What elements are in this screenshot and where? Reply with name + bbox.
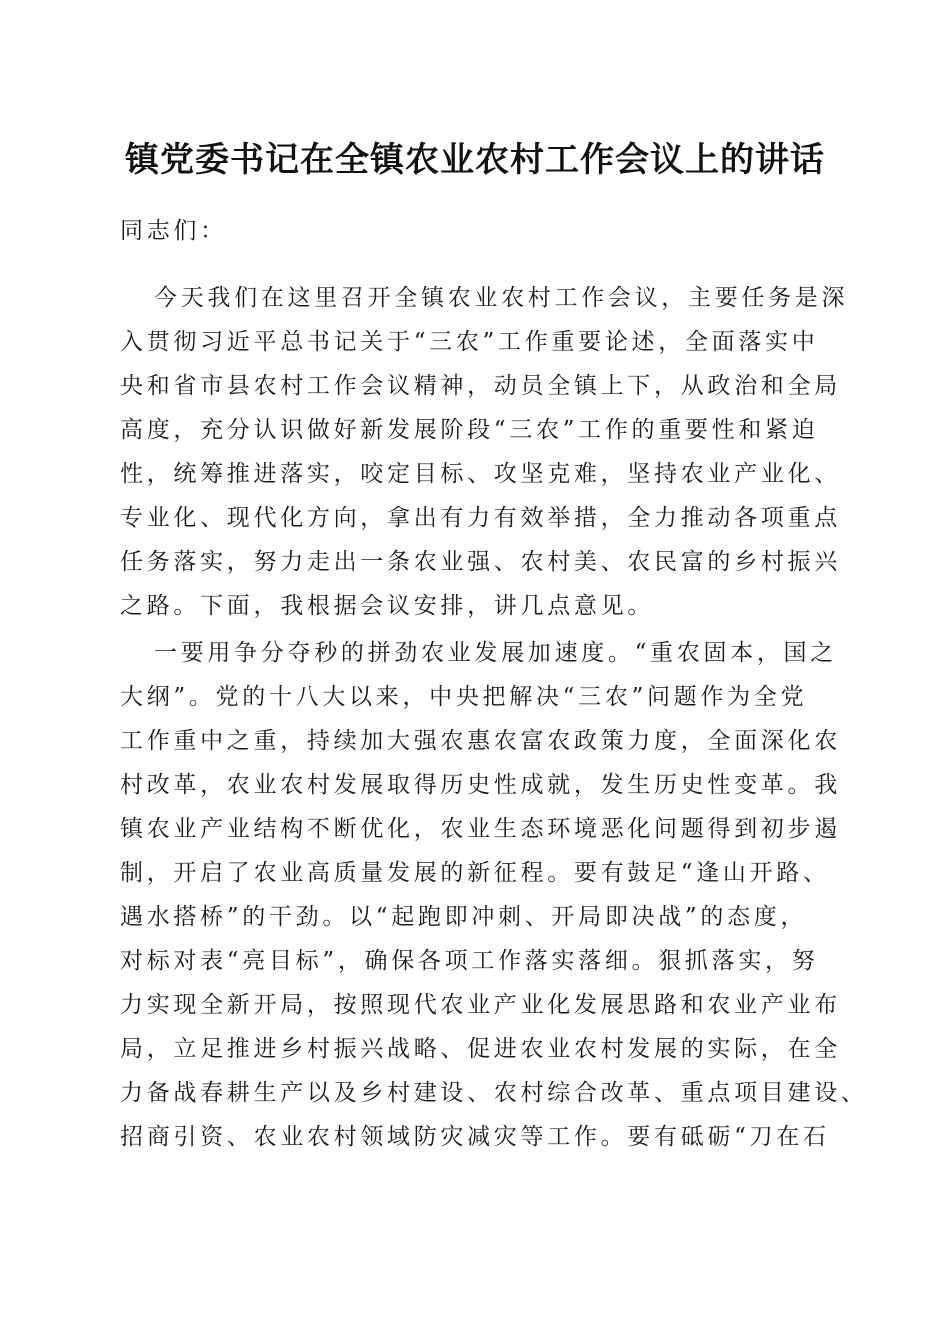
paragraph-intro [120, 276, 849, 628]
text-line: 遇水搭桥”的干劲。以“起跑即冲刺、开局即决战”的态度， [120, 904, 808, 930]
text-line: 制，开启了农业高质量发展的新征程。要有鼓足“逢山开路、 [120, 860, 830, 886]
text-line: 任务落实，努力走出一条农业强、农村美、农民富的乡村振兴 [120, 549, 841, 575]
text-line: 之路。下面，我根据会议安排，讲几点意见。 [120, 593, 654, 619]
text-line: 镇农业产业结构不断优化，农业生态环境恶化问题得到初步遏 [120, 816, 841, 842]
text-line: 力实现全新开局，按照现代农业产业化发展思路和农业产业布 [120, 992, 841, 1018]
text-line: 一要用争分夺秒的拼劲农业发展加速度。“重农固本，国之 [154, 640, 837, 666]
text-line: 工作重中之重，持续加大强农惠农富农政策力度，全面深化农 [120, 728, 841, 754]
text-line: 央和省市县农村工作会议精神，动员全镇上下，从政治和全局 [120, 373, 841, 399]
salutation: 同志们： [120, 218, 227, 244]
text-line: 村改革，农业农村发展取得历史性成就，发生历史性变革。我 [120, 772, 841, 798]
document-title: 镇党委书记在全镇农业农村工作会议上的讲话 [125, 140, 825, 180]
text-line: 力备战春耕生产以及乡村建设、农村综合改革、重点项目建设、 [120, 1080, 868, 1106]
text-line: 高度，充分认识做好新发展阶段“三农”工作的重要性和紧迫 [120, 417, 819, 443]
text-line: 入贯彻习近平总书记关于“三农”工作重要论述，全面落实中 [120, 329, 819, 355]
paragraph-point-one [120, 631, 868, 1159]
text-line: 性，统筹推进落实，咬定目标、攻坚克难，坚持农业产业化、 [120, 461, 841, 487]
text-line: 对标对表“亮目标”，确保各项工作落实落细。狠抓落实，努 [120, 948, 819, 974]
text-line: 今天我们在这里召开全镇农业农村工作会议，主要任务是深 [154, 285, 849, 311]
text-line: 招商引资、农业农村领域防灾减灾等工作。要有砥砺“刀在石 [120, 1124, 830, 1150]
text-line: 局，立足推进乡村振兴战略、促进农业农村发展的实际，在全 [120, 1036, 841, 1062]
text-line: 专业化、现代化方向，拿出有力有效举措，全力推动各项重点 [120, 505, 841, 531]
text-line: 大纲”。党的十八大以来，中央把解决“三农”问题作为全党 [120, 684, 808, 710]
